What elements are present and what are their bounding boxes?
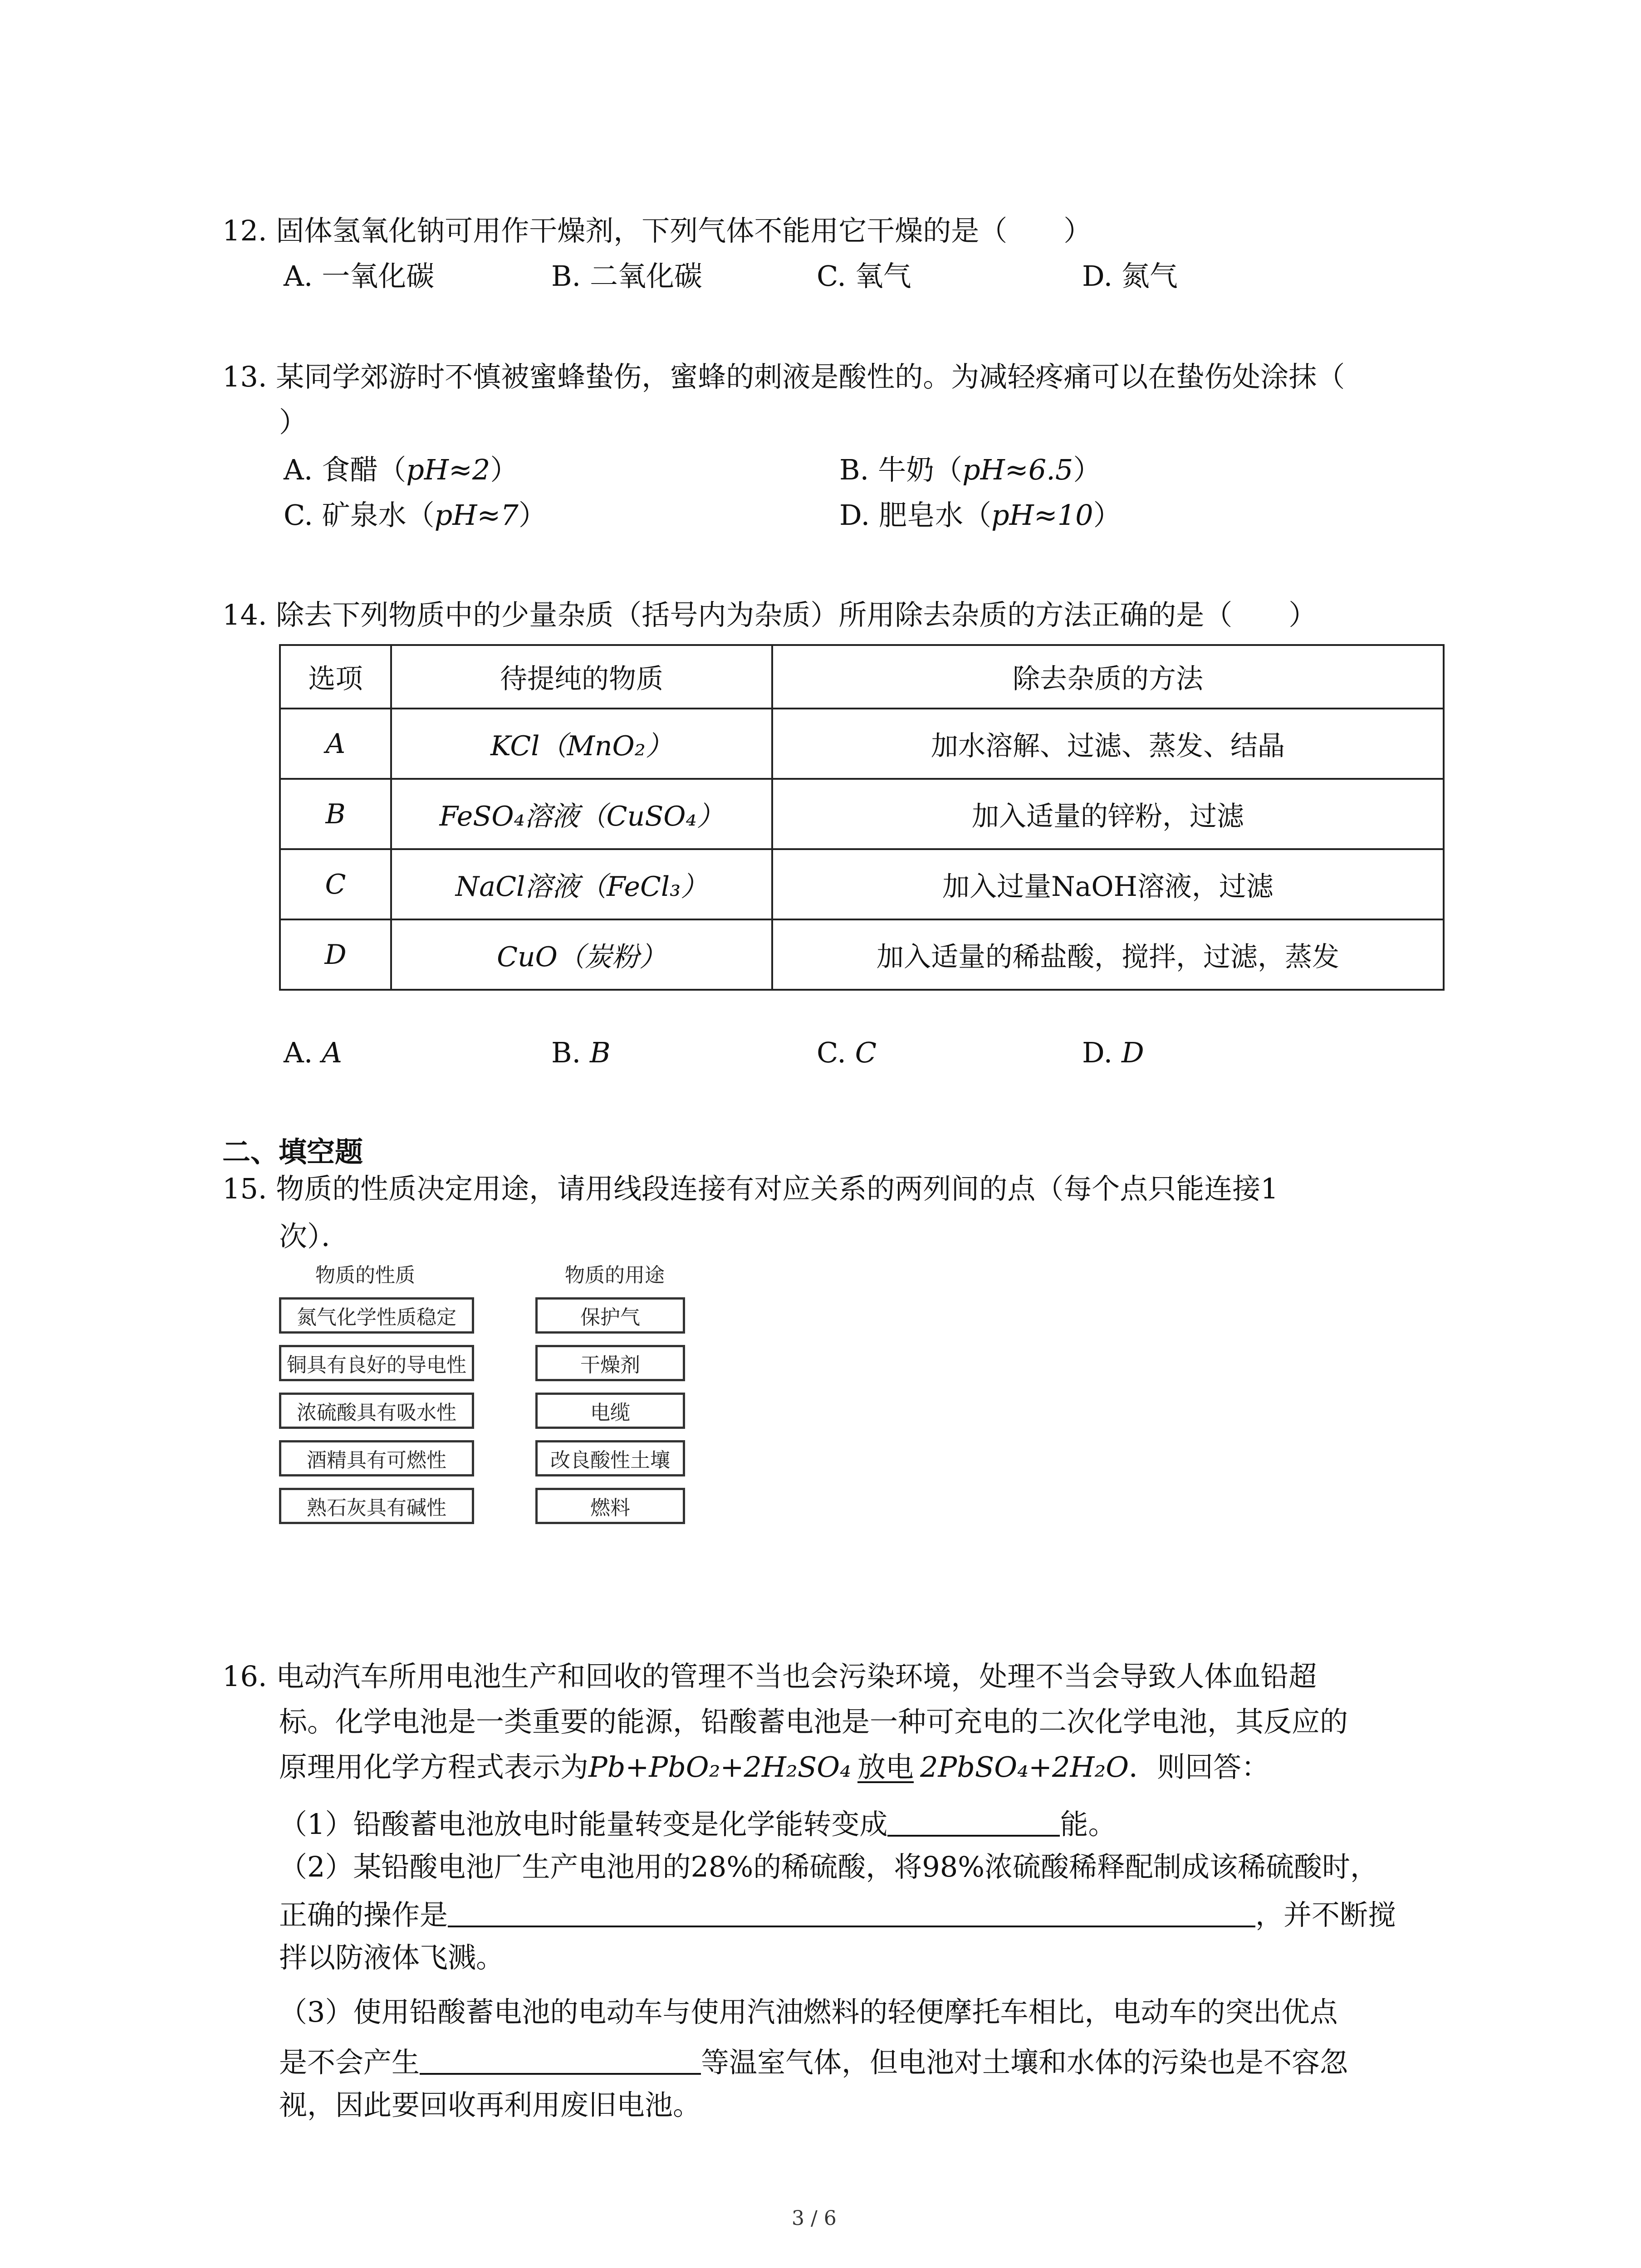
equation-reactants: Pb+PbO₂+2H₂SO₄ bbox=[588, 1750, 851, 1784]
use-box: 干燥剂 bbox=[535, 1345, 685, 1381]
q12-stem: 12. 固体氢氧化钠可用作干燥剂，下列气体不能用它干燥的是（ ） bbox=[222, 214, 1092, 247]
q16-line1: 16. 电动汽车所用电池生产和回收的管理不当也会污染环境，处理不当会导致人体血铅超 bbox=[222, 1660, 1317, 1693]
use-box: 保护气 bbox=[535, 1297, 685, 1334]
section-title: 二、填空题 bbox=[222, 1135, 363, 1168]
option-letter: D. bbox=[1082, 1036, 1113, 1069]
q16-part3-line1: （3）使用铅酸蓄电池的电动车与使用汽油燃料的轻便摩托车相比，电动车的突出优点 bbox=[279, 1995, 1338, 2028]
option-ph: pH≈10 bbox=[991, 499, 1093, 532]
page-number: 3 / 6 bbox=[792, 2207, 837, 2230]
table-cell-method: 加入过量NaOH溶液，过滤 bbox=[772, 849, 1444, 919]
impurity-table bbox=[279, 644, 1445, 991]
part2-prefix: 正确的操作是 bbox=[279, 1898, 448, 1931]
table-cell-method: 加入适量的锌粉，过滤 bbox=[772, 779, 1444, 849]
q16-part3-line3: 视，因此要回收再利用废旧电池。 bbox=[279, 2088, 701, 2121]
table-cell-method: 加入适量的稀盐酸，搅拌，过滤，蒸发 bbox=[772, 919, 1444, 990]
option-letter: D. bbox=[839, 499, 870, 532]
table-cell-option: A bbox=[280, 709, 391, 779]
option-close: ） bbox=[490, 453, 519, 486]
answer-blank[interactable] bbox=[420, 2046, 701, 2075]
option-letter: B. bbox=[839, 453, 869, 486]
option-name: 食醋（ bbox=[322, 453, 407, 486]
option-close: ） bbox=[518, 499, 547, 532]
q16-line3-suffix: ．则回答： bbox=[1129, 1750, 1270, 1784]
table-cell-option: B bbox=[280, 779, 391, 849]
q12-option-a: A. 一氧化碳 bbox=[284, 259, 435, 293]
q16-line3 bbox=[279, 1750, 1270, 1784]
q12-option-c: C. 氧气 bbox=[817, 259, 911, 293]
option-letter: C. bbox=[284, 499, 313, 532]
table-row bbox=[280, 919, 1444, 990]
option-close: ） bbox=[1093, 499, 1122, 532]
figure-left-header: 物质的性质 bbox=[315, 1264, 415, 1287]
figure-right-header: 物质的用途 bbox=[565, 1264, 665, 1287]
table-header-substance: 待提纯的物质 bbox=[391, 645, 772, 709]
q13-option-d bbox=[839, 499, 1122, 532]
q15-stem-line1: 15. 物质的性质决定用途，请用线段连接有对应关系的两列间的点（每个点只能连接1 bbox=[222, 1172, 1279, 1205]
part1-prefix: （1）铅酸蓄电池放电时能量转变是化学能转变成 bbox=[279, 1808, 888, 1841]
equation-products: 2PbSO₄+2H₂O bbox=[920, 1750, 1129, 1784]
option-letter: C. bbox=[817, 1036, 846, 1069]
table-cell-substance: KCl（MnO₂） bbox=[391, 709, 772, 779]
table-cell-option: C bbox=[280, 849, 391, 919]
q14-option-a bbox=[284, 1036, 342, 1069]
option-letter: B. bbox=[551, 1036, 581, 1069]
part3-prefix: 是不会产生 bbox=[279, 2046, 420, 2079]
q14-stem: 14. 除去下列物质中的少量杂质（括号内为杂质）所用除去杂质的方法正确的是（ ） bbox=[222, 598, 1317, 631]
option-letter: A. bbox=[284, 1036, 313, 1069]
q16-part2-line3: 拌以防液体飞溅。 bbox=[279, 1941, 505, 1974]
part3-suffix: 等温室气体，但电池对土壤和水体的污染也是不容忽 bbox=[701, 2046, 1348, 2079]
answer-blank[interactable] bbox=[448, 1898, 1255, 1927]
table-header-option: 选项 bbox=[280, 645, 391, 709]
q16-part3-line2 bbox=[279, 2046, 1348, 2077]
use-box: 燃料 bbox=[535, 1488, 685, 1524]
q13-option-a bbox=[284, 453, 519, 486]
option-value: B bbox=[590, 1036, 611, 1069]
equation-condition: 放电 bbox=[857, 1750, 914, 1784]
q13-option-b bbox=[839, 453, 1102, 486]
q16-part1 bbox=[279, 1808, 1117, 1841]
q16-part2-line1: （2）某铅酸电池厂生产电池用的28%的稀硫酸，将98%浓硫酸稀释配制成该稀硫酸时， bbox=[279, 1850, 1379, 1883]
q13-option-c bbox=[284, 499, 547, 532]
table-header-row bbox=[280, 645, 1444, 709]
table-header-method: 除去杂质的方法 bbox=[772, 645, 1444, 709]
property-box: 铜具有良好的导电性 bbox=[279, 1345, 474, 1381]
option-name: 肥皂水（ bbox=[878, 499, 991, 532]
q14-option-d bbox=[1082, 1036, 1144, 1069]
q15-stem-line2: 次）． bbox=[279, 1220, 350, 1253]
table-cell-substance: FeSO₄溶液（CuSO₄） bbox=[391, 779, 772, 849]
q16-line3-prefix: 原理用化学方程式表示为 bbox=[279, 1750, 589, 1784]
use-box: 改良酸性土壤 bbox=[535, 1440, 685, 1476]
property-box: 氮气化学性质稳定 bbox=[279, 1297, 474, 1334]
option-ph: pH≈6.5 bbox=[962, 453, 1073, 486]
option-ph: pH≈7 bbox=[434, 499, 519, 532]
property-box: 熟石灰具有碱性 bbox=[279, 1488, 474, 1524]
part1-suffix: 能。 bbox=[1060, 1808, 1117, 1841]
option-value: C bbox=[855, 1036, 877, 1069]
property-box: 酒精具有可燃性 bbox=[279, 1440, 474, 1476]
answer-blank[interactable] bbox=[887, 1808, 1060, 1837]
q13-stem-line2: ） bbox=[279, 406, 308, 439]
table-row bbox=[280, 779, 1444, 849]
q16-line2: 标。化学电池是一类重要的能源，铅酸蓄电池是一种可充电的二次化学电池，其反应的 bbox=[279, 1705, 1348, 1738]
option-name: 牛奶（ bbox=[878, 453, 963, 486]
table-cell-substance: NaCl溶液（FeCl₃） bbox=[391, 849, 772, 919]
option-name: 矿泉水（ bbox=[322, 499, 435, 532]
q14-option-c bbox=[817, 1036, 877, 1069]
property-box: 浓硫酸具有吸水性 bbox=[279, 1393, 474, 1429]
q14-option-b bbox=[551, 1036, 611, 1069]
part2-suffix: ，并不断搅 bbox=[1255, 1898, 1396, 1931]
table-cell-method: 加水溶解、过滤、蒸发、结晶 bbox=[772, 709, 1444, 779]
q12-option-d: D. 氮气 bbox=[1082, 259, 1178, 293]
use-box: 电缆 bbox=[535, 1393, 685, 1429]
q12-option-b: B. 二氧化碳 bbox=[551, 259, 702, 293]
table-row bbox=[280, 849, 1444, 919]
table-cell-option: D bbox=[280, 919, 391, 990]
q16-part2-line2 bbox=[279, 1898, 1396, 1929]
option-ph: pH≈2 bbox=[406, 453, 490, 486]
table-cell-substance: CuO（炭粉） bbox=[391, 919, 772, 990]
option-value: D bbox=[1121, 1036, 1144, 1069]
q13-stem-line1: 13. 某同学郊游时不慎被蜜蜂蛰伤，蜜蜂的刺液是酸性的。为减轻疼痛可以在蛰伤处涂抹（ bbox=[222, 360, 1345, 393]
option-letter: A. bbox=[284, 453, 313, 486]
table-row bbox=[280, 709, 1444, 779]
option-value: A bbox=[322, 1036, 342, 1069]
option-close: ） bbox=[1073, 453, 1102, 486]
